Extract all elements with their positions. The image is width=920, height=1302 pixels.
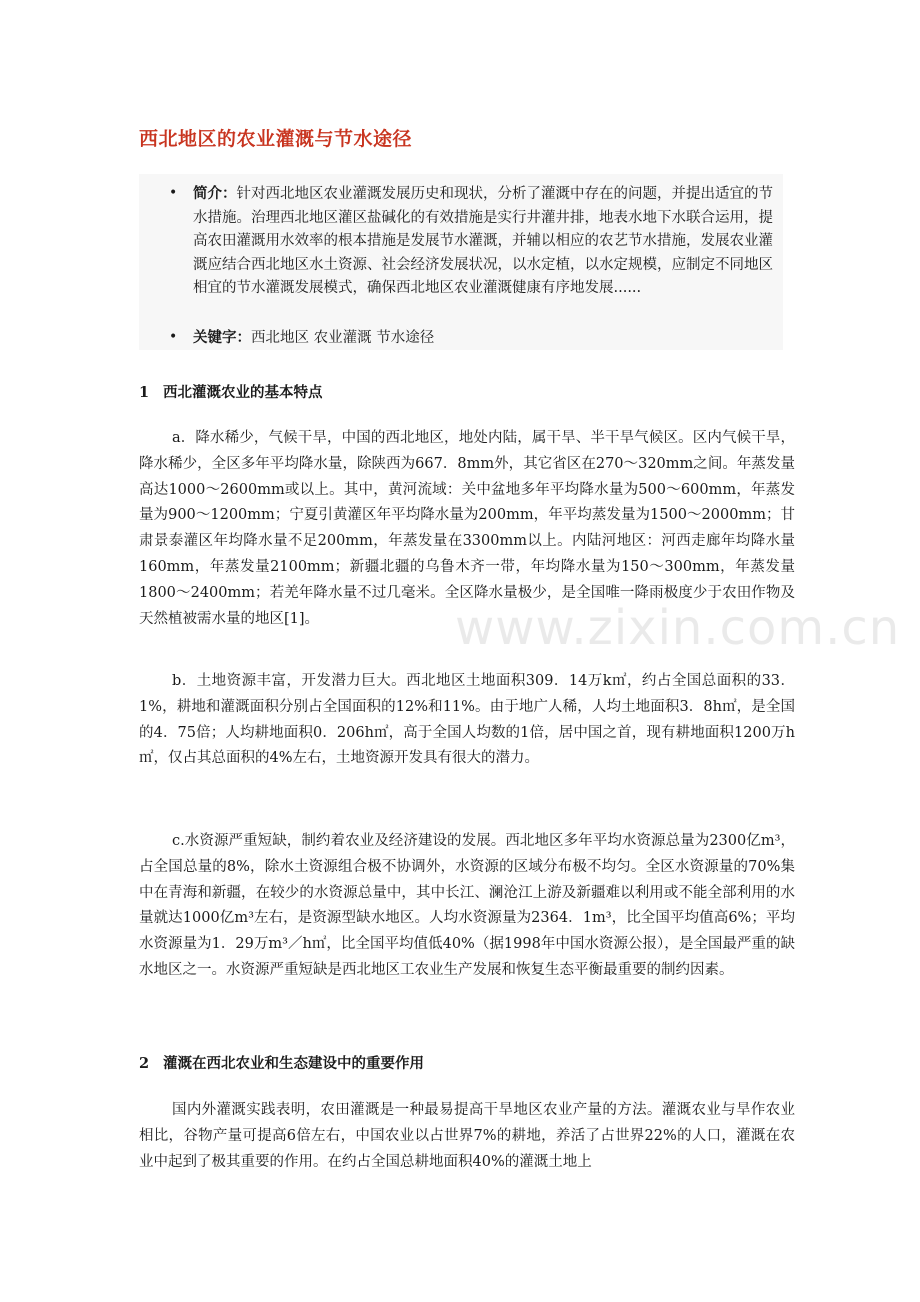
summary-intro-item bbox=[193, 182, 783, 301]
section-2-paragraph-1: 国内外灌溉实践表明，农田灌溉是一种最易提高干旱地区农业产量的方法。灌溉农业与旱作农业相比，谷物产量可提高6倍左右，中国农业以占世界7%的耕地，养活了占世界22%的人口，灌溉在农业中起到了极其重要的作用。在约占全国总耕地面积40%的灌溉土地上 bbox=[139, 1102, 795, 1170]
section-1-paragraph-a: a．降水稀少，气候干旱，中国的西北地区，地处内陆，属干旱、半干旱气候区。区内气候干旱，降水稀少，全区多年平均降水量，除陕西为667．8mm外，其它省区在270～320mm之间。年蒸发量高达1000～2600mm或以上。其中，黄河流域：关中盆地多年平均降水量为500～600mm，年蒸发量为900～1200mm；宁夏引黄灌区年平均降水量为200mm，年平均蒸发量为1500～2000mm；甘肃景泰灌区年均降水量不足200mm，年蒸发量在3300mm以上。内陆河地区：河西走廊年均降水量160mm，年蒸发量2100mm；新疆北疆的乌鲁木齐一带，年均降水量为150～300mm，年蒸发量1800～2400mm；若羌年降水量不过几毫米。全区降水量极少，是全国唯一降雨极度少于农田作物及天然植被需水量的地区[1]。 bbox=[139, 430, 795, 627]
section-1-number: 1 bbox=[139, 384, 150, 401]
section-2-title: 灌溉在西北农业和生态建设中的重要作用 bbox=[163, 1055, 424, 1072]
intro-text: 针对西北地区农业灌溉发展历史和现状，分析了灌溉中存在的问题，并提出适宜的节水措施。治理西北地区灌区盐碱化的有效措施是实行井灌井排，地表水地下水联合运用，提高农田灌溉用水效率的根本措施是发展节水灌溉，并辅以相应的农艺节水措施，发展农业灌溉应结合西北地区水土资源、社会经济发展状况，以水定植，以水定规模，应制定不同地区相宜的节水灌溉发展模式，确保西北地区农业灌溉健康有序地发展...... bbox=[193, 186, 773, 297]
intro-label: 简介： bbox=[193, 185, 237, 202]
keywords-text: 西北地区 农业灌溉 节水途径 bbox=[251, 330, 435, 346]
summary-box bbox=[139, 174, 783, 350]
watermark: www.zixin.com.cn bbox=[455, 600, 901, 656]
section-2-number: 2 bbox=[139, 1055, 150, 1072]
summary-keywords-item bbox=[193, 326, 783, 351]
section-1-paragraph-b: b．土地资源丰富，开发潜力巨大。西北地区土地面积309．14万k㎡，约占全国总面积的33．1%，耕地和灌溉面积分别占全国面积的12%和11%。由于地广人稀，人均土地面积3．8h㎡，是全国的4．75倍；人均耕地面积0．206h㎡，高于全国人均数的1倍，居中国之首，现有耕地面积1200万h㎡，仅占其总面积的4%左右，土地资源开发具有很大的潜力。 bbox=[139, 673, 795, 767]
section-1-paragraph-c: c.水资源严重短缺，制约着农业及经济建设的发展。西北地区多年平均水资源总量为2300亿m³，占全国总量的8%，除水土资源组合极不协调外，水资源的区域分布极不均匀。全区水资源量的70%集中在青海和新疆，在较少的水资源总量中，其中长江、澜沧江上游及新疆难以利用或不能全部利用的水量就达1000亿m³左右，是资源型缺水地区。人均水资源量为2364．1m³，比全国平均值高6%；平均水资源量为1．29万m³／h㎡，比全国平均值低40%（据1998年中国水资源公报），是全国最严重的缺水地区之一。水资源严重短缺是西北地区工农业生产发展和恢复生态平衡最重要的制约因素。 bbox=[139, 833, 795, 978]
section-1-heading bbox=[139, 381, 323, 402]
keywords-label: 关键字： bbox=[193, 329, 251, 346]
section-2-heading bbox=[139, 1052, 424, 1073]
page-title: 西北地区的农业灌溉与节水途径 bbox=[139, 128, 413, 150]
section-1-title: 西北灌溉农业的基本特点 bbox=[163, 384, 323, 401]
